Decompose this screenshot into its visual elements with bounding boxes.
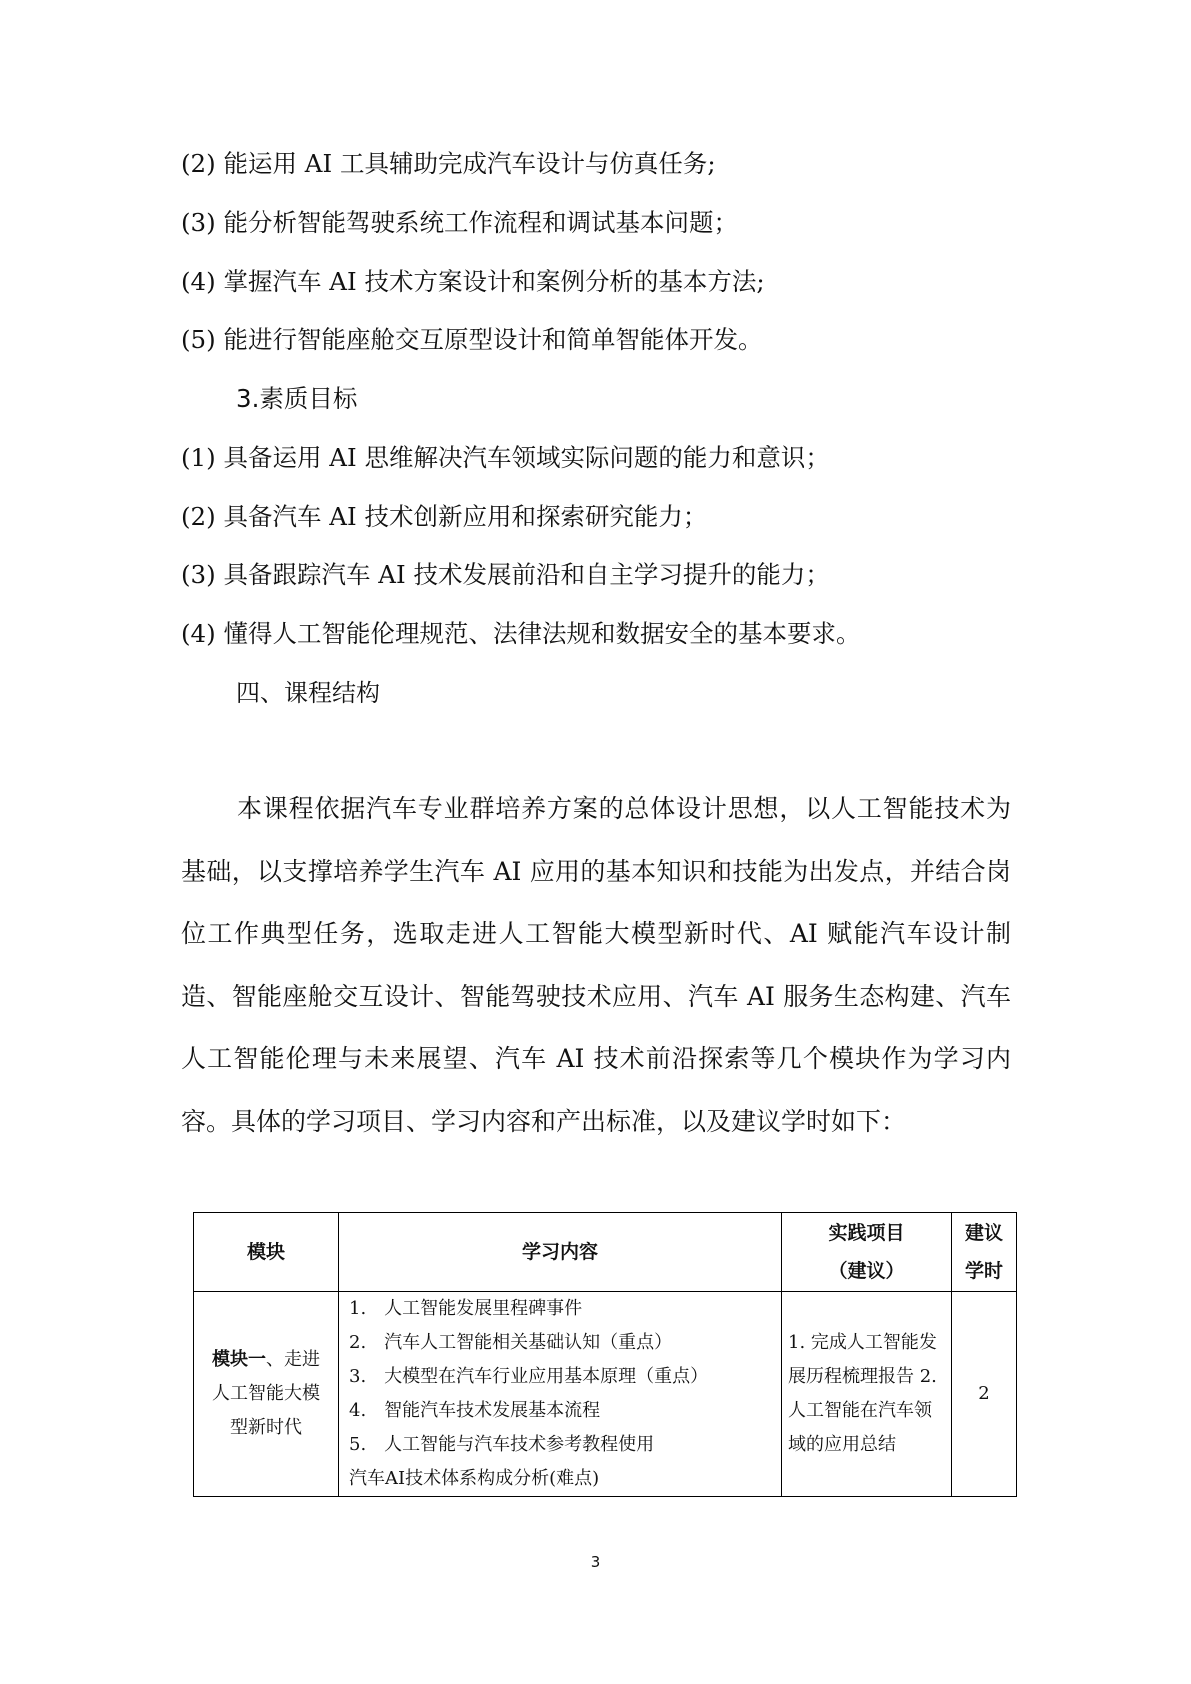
skill-goal-2: (2) 能运用 AI 工具辅助完成汽车设计与仿真任务; [181, 149, 716, 178]
practice-cell: 1. 完成人工智能发展历程梳理报告 2. 人工智能在汽车领域的应用总结 [782, 1292, 952, 1497]
header-practice-line1: 实践项目 [828, 1222, 905, 1244]
module-cell [194, 1292, 339, 1497]
content-item: 2. 汽车人工智能相关基础认知（重点） [349, 1332, 673, 1353]
course-structure-paragraph: 本课程依据汽车专业群培养方案的总体设计思想，以人工智能技术为基础，以支撑培养学生汽车 AI 应用的基本知识和技能为出发点，并结合岗位工作典型任务，选取走进人工智能大模型新时代、AI 赋能汽车设计制造、智能座舱交互设计、智能驾驶技术应用、汽车 AI 服务生态构建、汽车人工智能伦理与未来展望、汽车 AI 技术前沿探索等几个模块作为学习内容。具体的学习项目、学习内容和产出标准，以及建议学时如下： [181, 794, 1011, 1136]
skill-goal-3: (3) 能分析智能驾驶系统工作流程和调试基本问题； [181, 208, 738, 237]
header-hours [952, 1213, 1017, 1292]
quality-goal-1: (1) 具备运用 AI 思维解决汽车领域实际问题的能力和意识； [181, 443, 830, 472]
header-hours-line1: 建议 [964, 1222, 1003, 1244]
header-module: 模块 [194, 1213, 339, 1292]
header-practice [782, 1213, 952, 1292]
page-number: 3 [590, 1553, 601, 1571]
course-structure-heading: 四、课程结构 [236, 679, 380, 707]
quality-goal-2: (2) 具备汽车 AI 技术创新应用和探索研究能力； [181, 502, 708, 531]
table-row [194, 1292, 1017, 1497]
module-number: 模块一 [212, 1349, 266, 1370]
content-item: 1. 人工智能发展里程碑事件 [349, 1298, 583, 1319]
quality-goal-3: (3) 具备跟踪汽车 AI 技术发展前沿和自主学习提升的能力； [181, 560, 830, 589]
content-cell [339, 1292, 782, 1497]
hours-cell: 2 [952, 1292, 1017, 1497]
quality-goal-4: (4) 懂得人工智能伦理规范、法律法规和数据安全的基本要求。 [181, 619, 861, 648]
course-structure-table [193, 1212, 1017, 1497]
header-content: 学习内容 [339, 1213, 782, 1292]
content-item: 3. 大模型在汽车行业应用基本原理（重点） [349, 1366, 709, 1387]
skill-goal-4: (4) 掌握汽车 AI 技术方案设计和案例分析的基本方法; [181, 267, 765, 296]
header-practice-line2: （建议） [828, 1260, 905, 1282]
table-header-row [194, 1213, 1017, 1292]
quality-goals-heading: 3.素质目标 [236, 384, 358, 413]
module-title: 、走进人工智能大模型新时代 [212, 1349, 320, 1438]
content-item: 汽车AI技术体系构成分析(难点) [349, 1468, 600, 1489]
content-item: 4. 智能汽车技术发展基本流程 [349, 1400, 601, 1421]
skill-goal-5: (5) 能进行智能座舱交互原型设计和简单智能体开发。 [181, 325, 763, 354]
header-hours-line2: 学时 [964, 1260, 1003, 1282]
content-item: 5. 人工智能与汽车技术参考教程使用 [349, 1434, 655, 1455]
